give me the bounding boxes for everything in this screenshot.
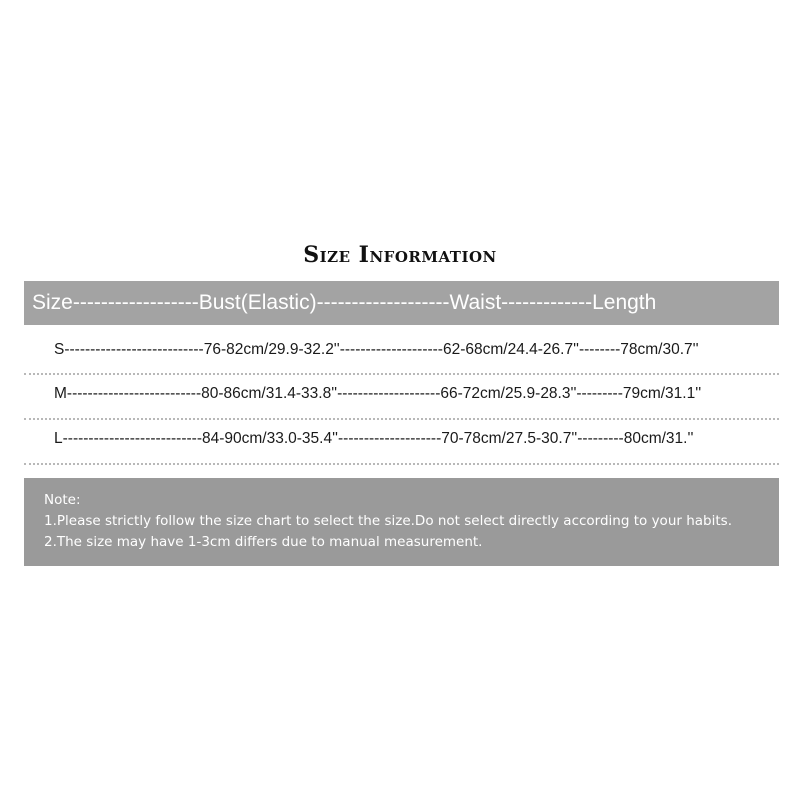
size-row-l: L---------------------------84-90cm/33.0-35.4''--------------------70-78cm/27.5-30.7''---------80cm/31.'' — [54, 430, 694, 447]
size-row-m: M--------------------------80-86cm/31.4-33.8''--------------------66-72cm/25.9-28.3''---------79cm/31.1'' — [54, 385, 702, 402]
page-title: Size Information — [303, 242, 497, 268]
size-table-header-label: Size------------------Bust(Elastic)-------------------Waist-------------Length — [32, 291, 657, 314]
note-line-1: 1.Please strictly follow the size chart to select the size.Do not select directly according to your habits. — [44, 513, 732, 529]
size-table-header — [24, 281, 779, 325]
note-line-2: 2.The size may have 1-3cm differs due to manual measurement. — [44, 534, 483, 550]
row-divider — [24, 373, 779, 378]
row-divider — [24, 418, 779, 423]
row-divider — [24, 463, 779, 468]
note-heading: Note: — [44, 492, 81, 508]
size-row-s: S---------------------------76-82cm/29.9-32.2''--------------------62-68cm/24.4-26.7''--------78cm/30.7'' — [54, 341, 699, 358]
note-box — [24, 478, 779, 566]
